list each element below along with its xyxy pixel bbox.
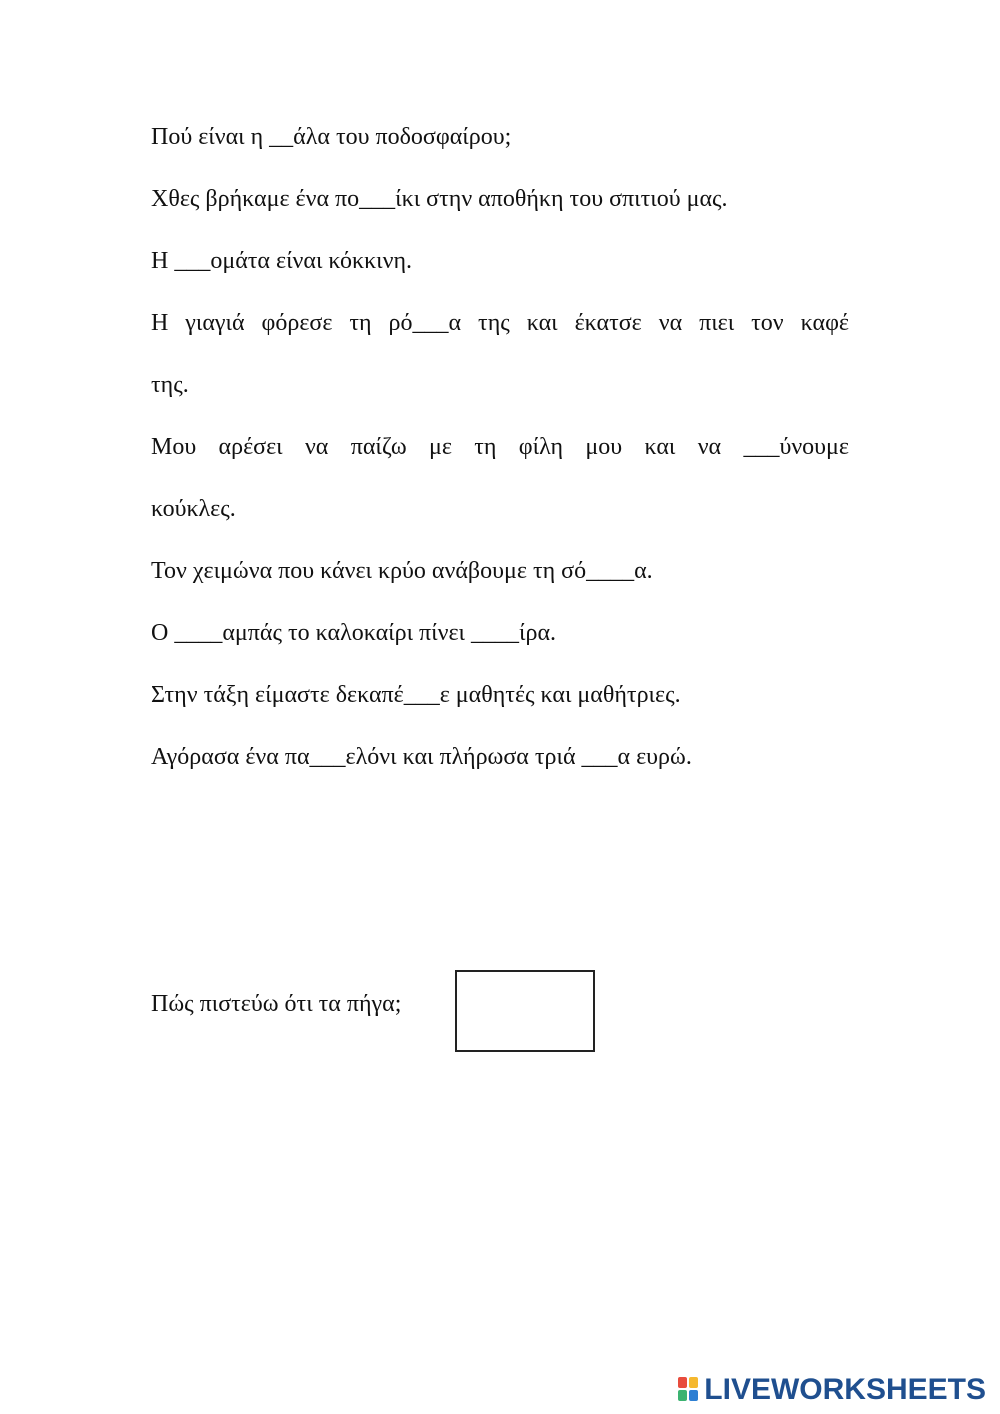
self-assessment-box[interactable] [455,970,595,1052]
sentence-4: Η γιαγιά φόρεσε τη ρό___α της και έκατσε να πιει τον καφέ [151,310,849,336]
self-assessment-prompt: Πώς πιστεύω ότι τα πήγα; [151,991,402,1017]
sentence-9: Αγόρασα ένα πα___ελόνι και πλήρωσα τριά ___α ευρώ. [151,744,692,770]
sentence-7: Ο ____αμπάς το καλοκαίρι πίνει ____ίρα. [151,620,557,646]
sentence-5-continued: κούκλες. [151,496,236,522]
logo-text: LIVEWORKSHEETS [704,1373,986,1406]
sentence-6: Τον χειμώνα που κάνει κρύο ανάβουμε τη σό____α. [151,558,653,584]
liveworksheets-logo-icon [678,1377,700,1403]
sentence-5: Μου αρέσει να παίζω με τη φίλη μου και να ___ύνουμε [151,434,849,460]
sentence-1: Πού είναι η __άλα του ποδοσφαίρου; [151,124,512,150]
sentence-3: Η ___ομάτα είναι κόκκινη. [151,248,413,274]
sentence-8: Στην τάξη είμαστε δεκαπέ___ε μαθητές και μαθήτριες. [151,682,681,708]
sentence-4-continued: της. [151,372,189,398]
liveworksheets-logo [678,1373,986,1407]
sentence-2: Χθες βρήκαμε ένα πο___ίκι στην αποθήκη του σπιτιού μας. [151,186,728,212]
